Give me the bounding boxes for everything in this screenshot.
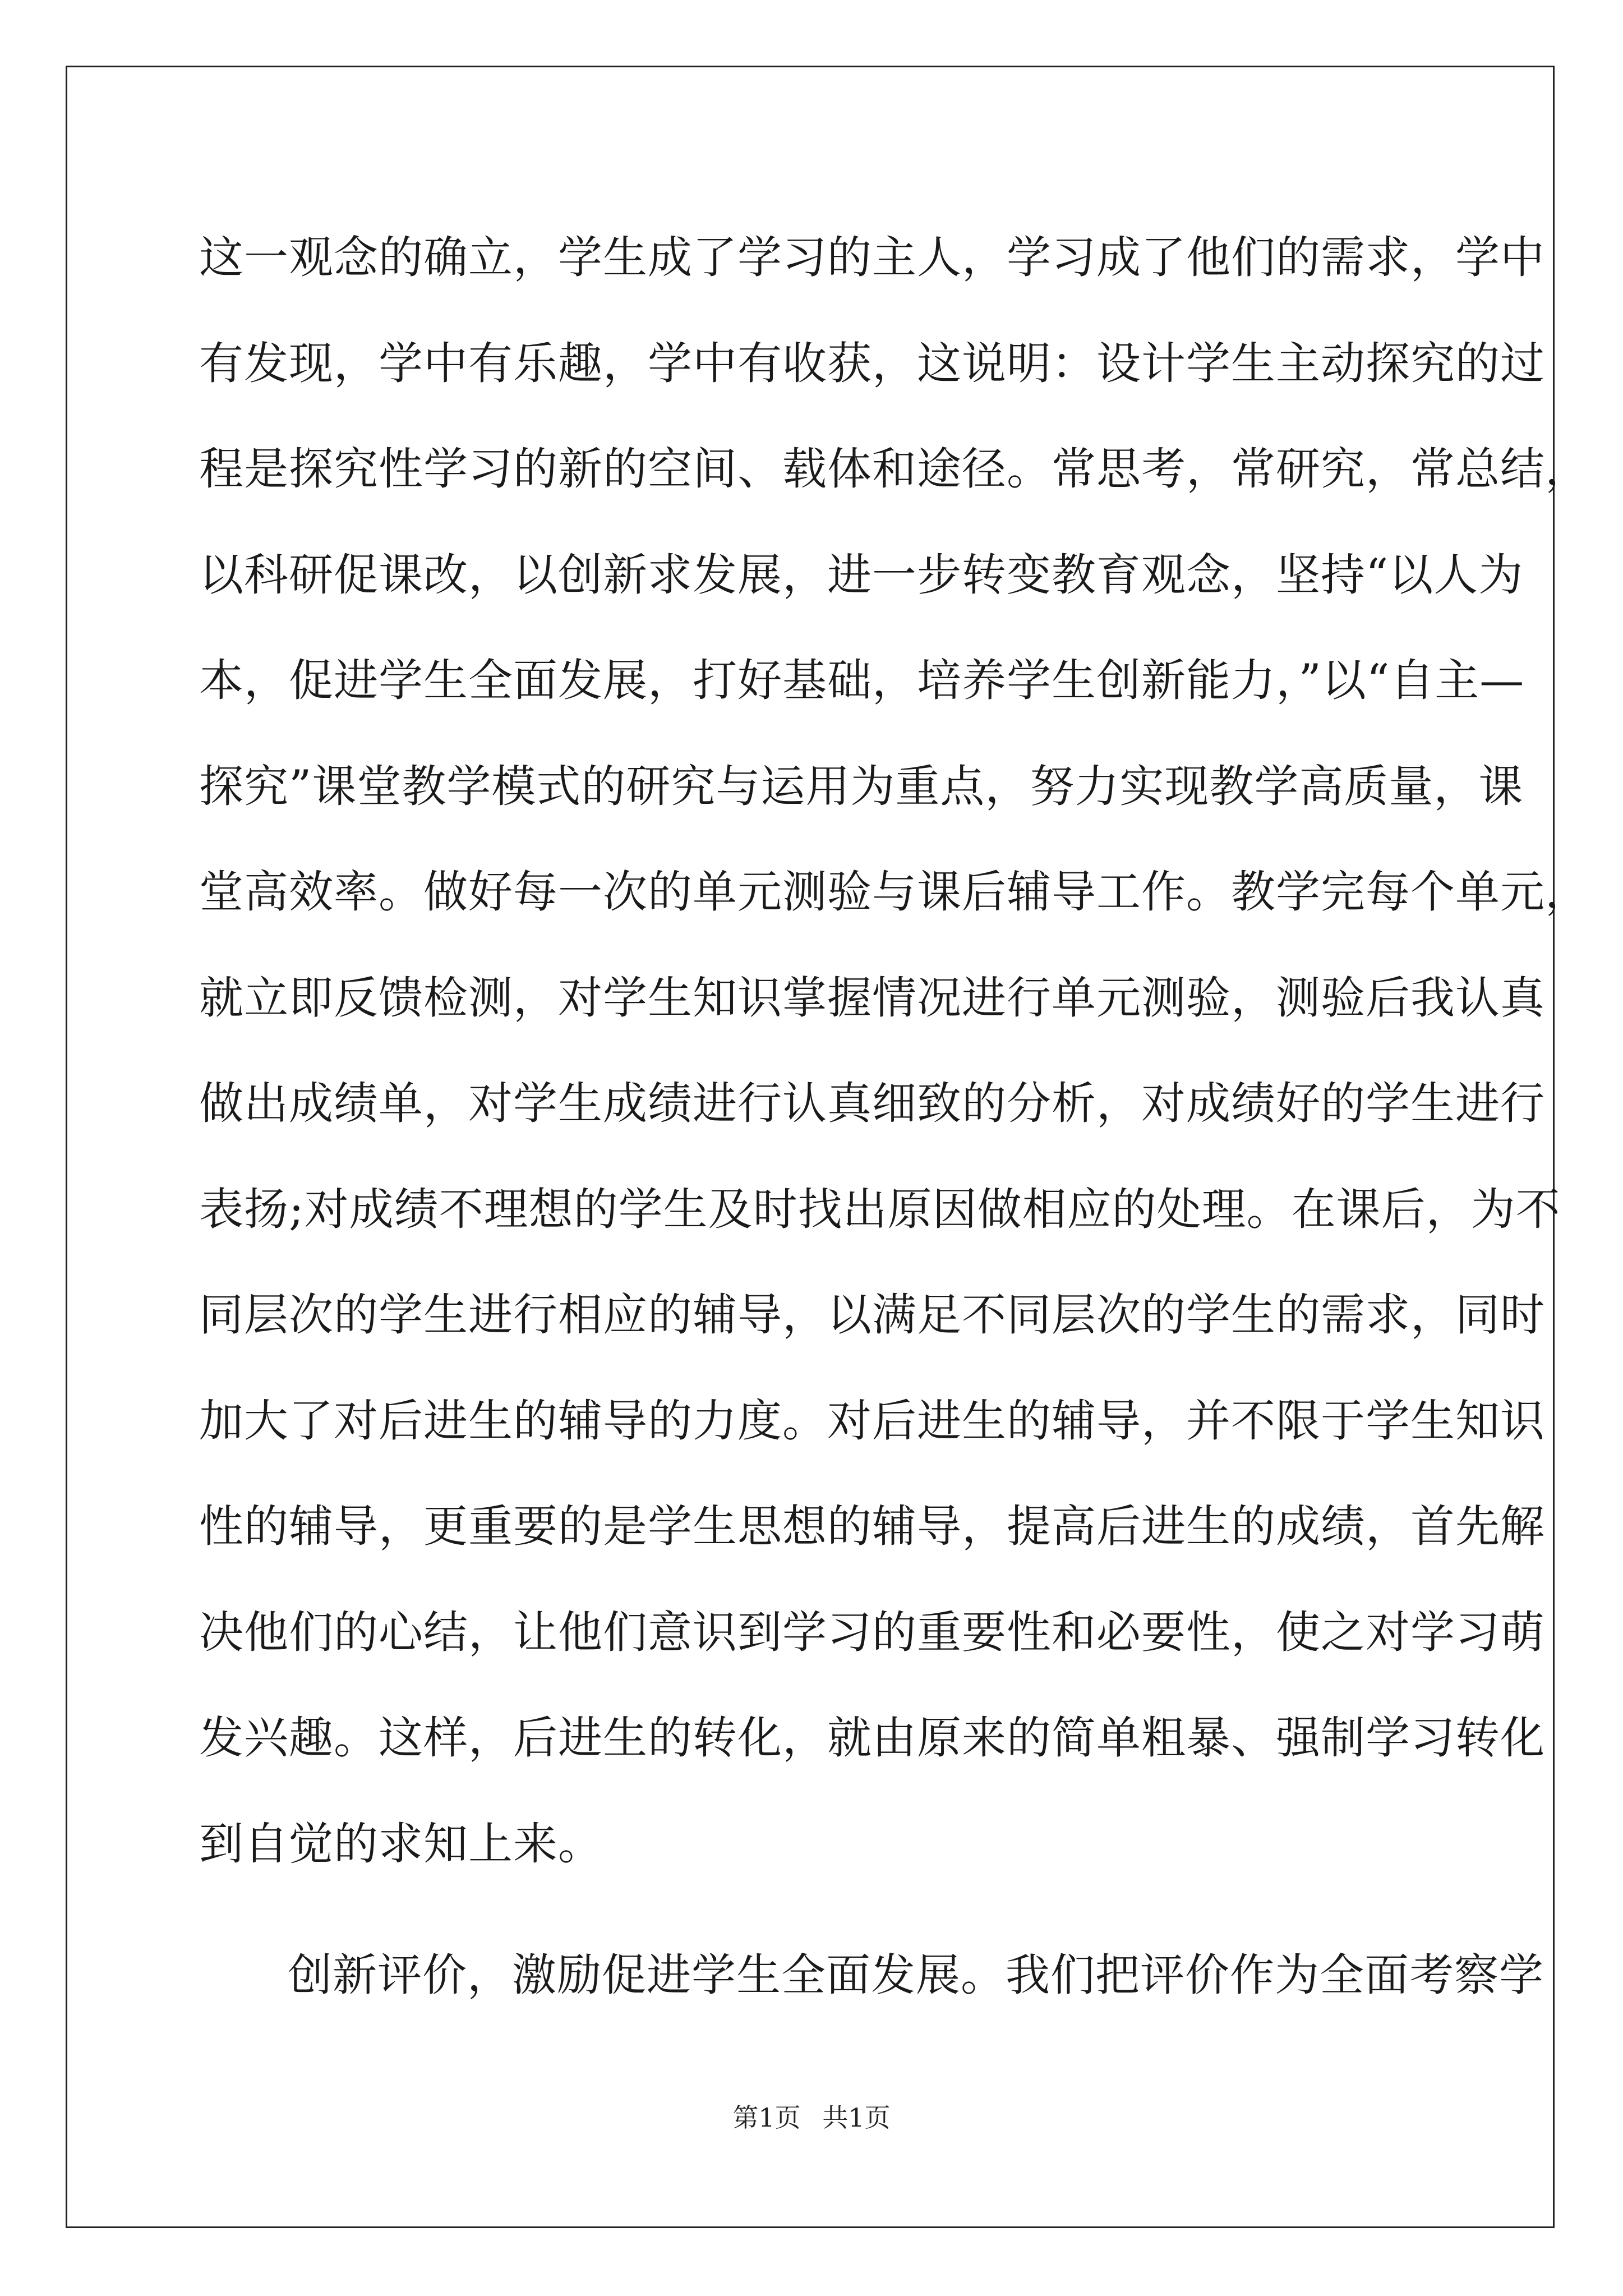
text-line: 性的辅导，更重要的是学生思想的辅导，提高后进生的成绩，首先解: [199, 1501, 1545, 1552]
text-line: 有发现，学中有乐趣，学中有收获，这说明：设计学生主动探究的过: [199, 337, 1545, 389]
text-line: 探究”课堂教学模式的研究与运用为重点，努力实现教学高质量，课: [199, 760, 1524, 812]
text-line: 到自觉的求知上来。: [199, 1818, 603, 1870]
text-line: 本，促进学生全面发展，打好基础，培养学生创新能力，”以“自主—: [199, 655, 1525, 706]
page-total: 共1页: [822, 2102, 891, 2133]
text-line: 创新评价，激励促进学生全面发展。我们把评价作为全面考察学: [288, 1949, 1544, 2001]
text-line: 就立即反馈检测，对学生知识掌握情况进行单元测验，测验后我认真: [199, 972, 1545, 1024]
page-footer: [0, 2101, 1623, 2134]
text-line: 这一观念的确立，学生成了学习的主人，学习成了他们的需求，学中: [199, 232, 1545, 283]
text-line: 表扬;对成绩不理想的学生及时找出原因做相应的处理。在课后，为不: [199, 1183, 1561, 1235]
page-number: 第1页: [732, 2102, 801, 2133]
text-line: 决他们的心结，让他们意识到学习的重要性和必要性，使之对学习萌: [199, 1606, 1545, 1658]
text-line: 堂高效率。做好每一次的单元测验与课后辅导工作。教学完每个单元，: [199, 866, 1590, 918]
paragraph-2: [199, 1922, 1544, 2028]
text-line: 以科研促课改，以创新求发展，进一步转变教育观念，坚持“以人为: [199, 549, 1524, 601]
text-line: 同层次的学生进行相应的辅导，以满足不同层次的学生的需求，同时: [199, 1289, 1545, 1341]
text-line: 做出成绩单，对学生成绩进行认真细致的分析，对成绩好的学生进行: [199, 1078, 1545, 1129]
text-line: 发兴趣。这样，后进生的转化，就由原来的简单粗暴、强制学习转化: [199, 1712, 1545, 1764]
paragraph-1: [199, 205, 1590, 1897]
text-line: 程是探究性学习的新的空间、载体和途径。常思考，常研究，常总结，: [199, 443, 1590, 495]
text-line: 加大了对后进生的辅导的力度。对后进生的辅导，并不限于学生知识: [199, 1395, 1545, 1447]
